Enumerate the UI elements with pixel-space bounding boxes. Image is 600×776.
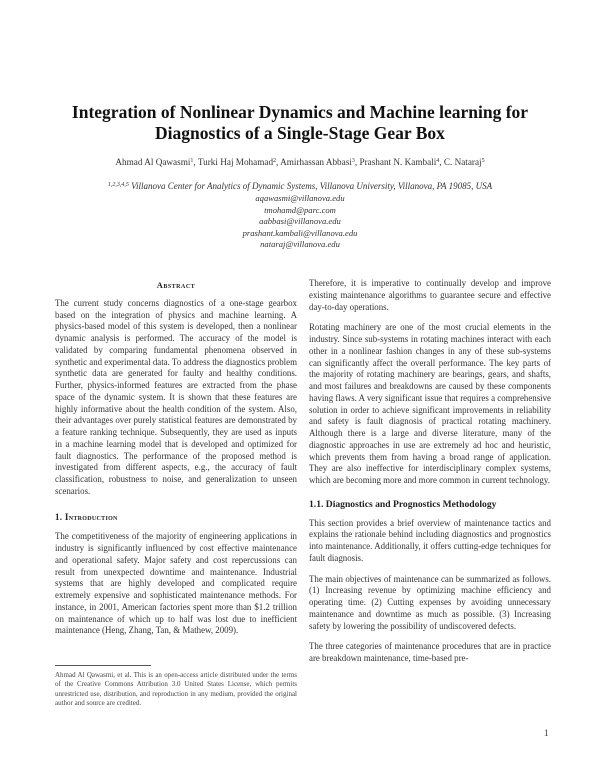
email-link[interactable]: nataraj@villanova.edu — [260, 239, 340, 250]
introduction-heading: 1. Introduction — [55, 511, 118, 522]
right-column — [309, 278, 551, 674]
email-list — [40, 193, 560, 251]
abstract-heading: Abstract — [156, 281, 196, 290]
email-link[interactable]: tmohamd@parc.com — [264, 204, 336, 215]
affiliation-text: Villanova Center for Analytics of Dynamic Systems, Villanova University, Villanova, PA 19085, USA — [131, 181, 493, 191]
author-name: C. Nataraj — [443, 157, 482, 167]
affiliation-sup: 1,2,3,4,5 — [107, 182, 129, 188]
email-link[interactable]: aabbasi@villanova.edu — [259, 216, 341, 227]
body-paragraph: This section provides a brief overview of maintenance tactics and explains the rationale behind including diagnostics and prognostics into maintenance. Additionally, it offers cutting-edge techniques for fault diagnosis. — [309, 517, 551, 563]
paper-title — [40, 102, 560, 144]
author-name: Prashant N. Kambali — [359, 157, 437, 167]
page-number: 1 — [544, 728, 549, 738]
author-sup: 3 — [351, 158, 355, 164]
left-column — [55, 280, 297, 646]
body-paragraph: The three categories of maintenance procedures that are in practice are breakdown maintenance, time-based pre- — [309, 641, 551, 663]
footnote — [55, 665, 297, 709]
body-paragraph: Rotating machinery are one of the most crucial elements in the industry. Since sub-systems in rotating machines interact with each other in a nonlinear fashion changes in any of these sub-systems can significantly affect the overall performance. The key parts of the majority of rotating machinery are bearings, gears, and shafts, and most failures and breakdowns are caused by these components having flaws. A very significant issue that requires a comprehensive solution in order to achieve significant improvements in reliability and safety is fault diagnosis of practical rotating machinery. Although there is a large and diverse literature, many of the diagnostic approaches in use are extremely ad hoc and heuristic, which prevents them from having a broad range of application. They are also ineffective for interdisciplinary complex systems, which are becoming more and more common in current technology. — [309, 322, 551, 485]
email-link[interactable]: aqawasmi@villanova.edu — [255, 193, 345, 203]
subsection-heading: 1.1. Diagnostics and Prognostics Methodology — [309, 498, 497, 510]
author-name: Turki Haj Mohamad — [197, 157, 274, 167]
email-link[interactable]: prashant.kambali@villanova.edu — [242, 227, 358, 238]
author-sup: 1 — [190, 158, 194, 164]
title-line-2: Diagnostics of a Single-Stage Gear Box — [155, 123, 445, 143]
title-line-1: Integration of Nonlinear Dynamics and Machine learning for — [71, 102, 529, 122]
footnote-divider — [55, 665, 151, 666]
author-sup: 4 — [436, 158, 440, 164]
intro-paragraph: The competitiveness of the majority of engineering applications in industry is significantly influenced by cost effective maintenance and operational safety. Major safety and cost repercussions can result from unexpected downtime and maintenance. Industrial systems that are highly developed and complicated require extremely expensive and sophisticated maintenance methods. For instance, in 2001, American factories spent more than $1.2 trillion on maintenance of which up to half was lost due to inefficient maintenance (Heng, Zhang, Tan, & Mathew, 2009). — [55, 531, 297, 636]
footnote-text: Ahmad Al Qawasmi, et al. This is an open-access article distributed under the terms of the Creative Commons Attribution 3.0 United States License, which permits unrestricted use, distribution, and reproduction in any medium, provided the original author and source are credited. — [55, 671, 297, 708]
author-name: Amirhassan Abbasi — [280, 157, 352, 167]
author-name: Ahmad Al Qawasmi — [115, 157, 191, 167]
body-paragraph: The main objectives of maintenance can be summarized as follows. (1) Increasing revenue by optimizing machine efficiency and operating time. (2) Cutting expenses by avoiding unnecessary maintenance and downtime as much as possible. (3) Increasing safety by lowering the possibility of undiscovered defects. — [309, 573, 551, 631]
author-list: Ahmad Al Qawasmi$^1$, Turki Haj Mohamad$^2$, Amirhassan Abbasi$^3$, Prashant N. Kambali$^4$, C. Nataraj$^5$ — [115, 157, 485, 167]
author-sup: 5 — [481, 158, 485, 164]
abstract-text: The current study concerns diagnostics of a one-stage gearbox based on the integration of physics and machine learning. A physics-based model of this system is developed, then a nonlinear dynamic analysis is performed. The accuracy of the model is validated by comparing fundamental phenomena observed in synthetic and experimental data. To address the diagnostics problem synthetic data are generated for faulty and healthy conditions. Further, physics-informed features are extracted from the phase space of the dynamic system. It is shown that these features are highly informative about the health condition of the system. Also, their advantages over purely statistical features are demonstrated by a feature ranking technique. Subsequently, they are used as inputs in a machine learning model that is developed and optimized for fault diagnostics. The performance of the proposed method is investigated from different aspects, e.g., the accuracy of fault classification, robustness to noise, and generalization to unseen scenarios. — [55, 297, 297, 496]
affiliation — [40, 180, 560, 193]
body-paragraph: Therefore, it is imperative to continually develop and improve existing maintenance algorithms to guarantee secure and effective day-to-day operations. — [309, 278, 551, 312]
author-sup: 2 — [273, 158, 277, 164]
